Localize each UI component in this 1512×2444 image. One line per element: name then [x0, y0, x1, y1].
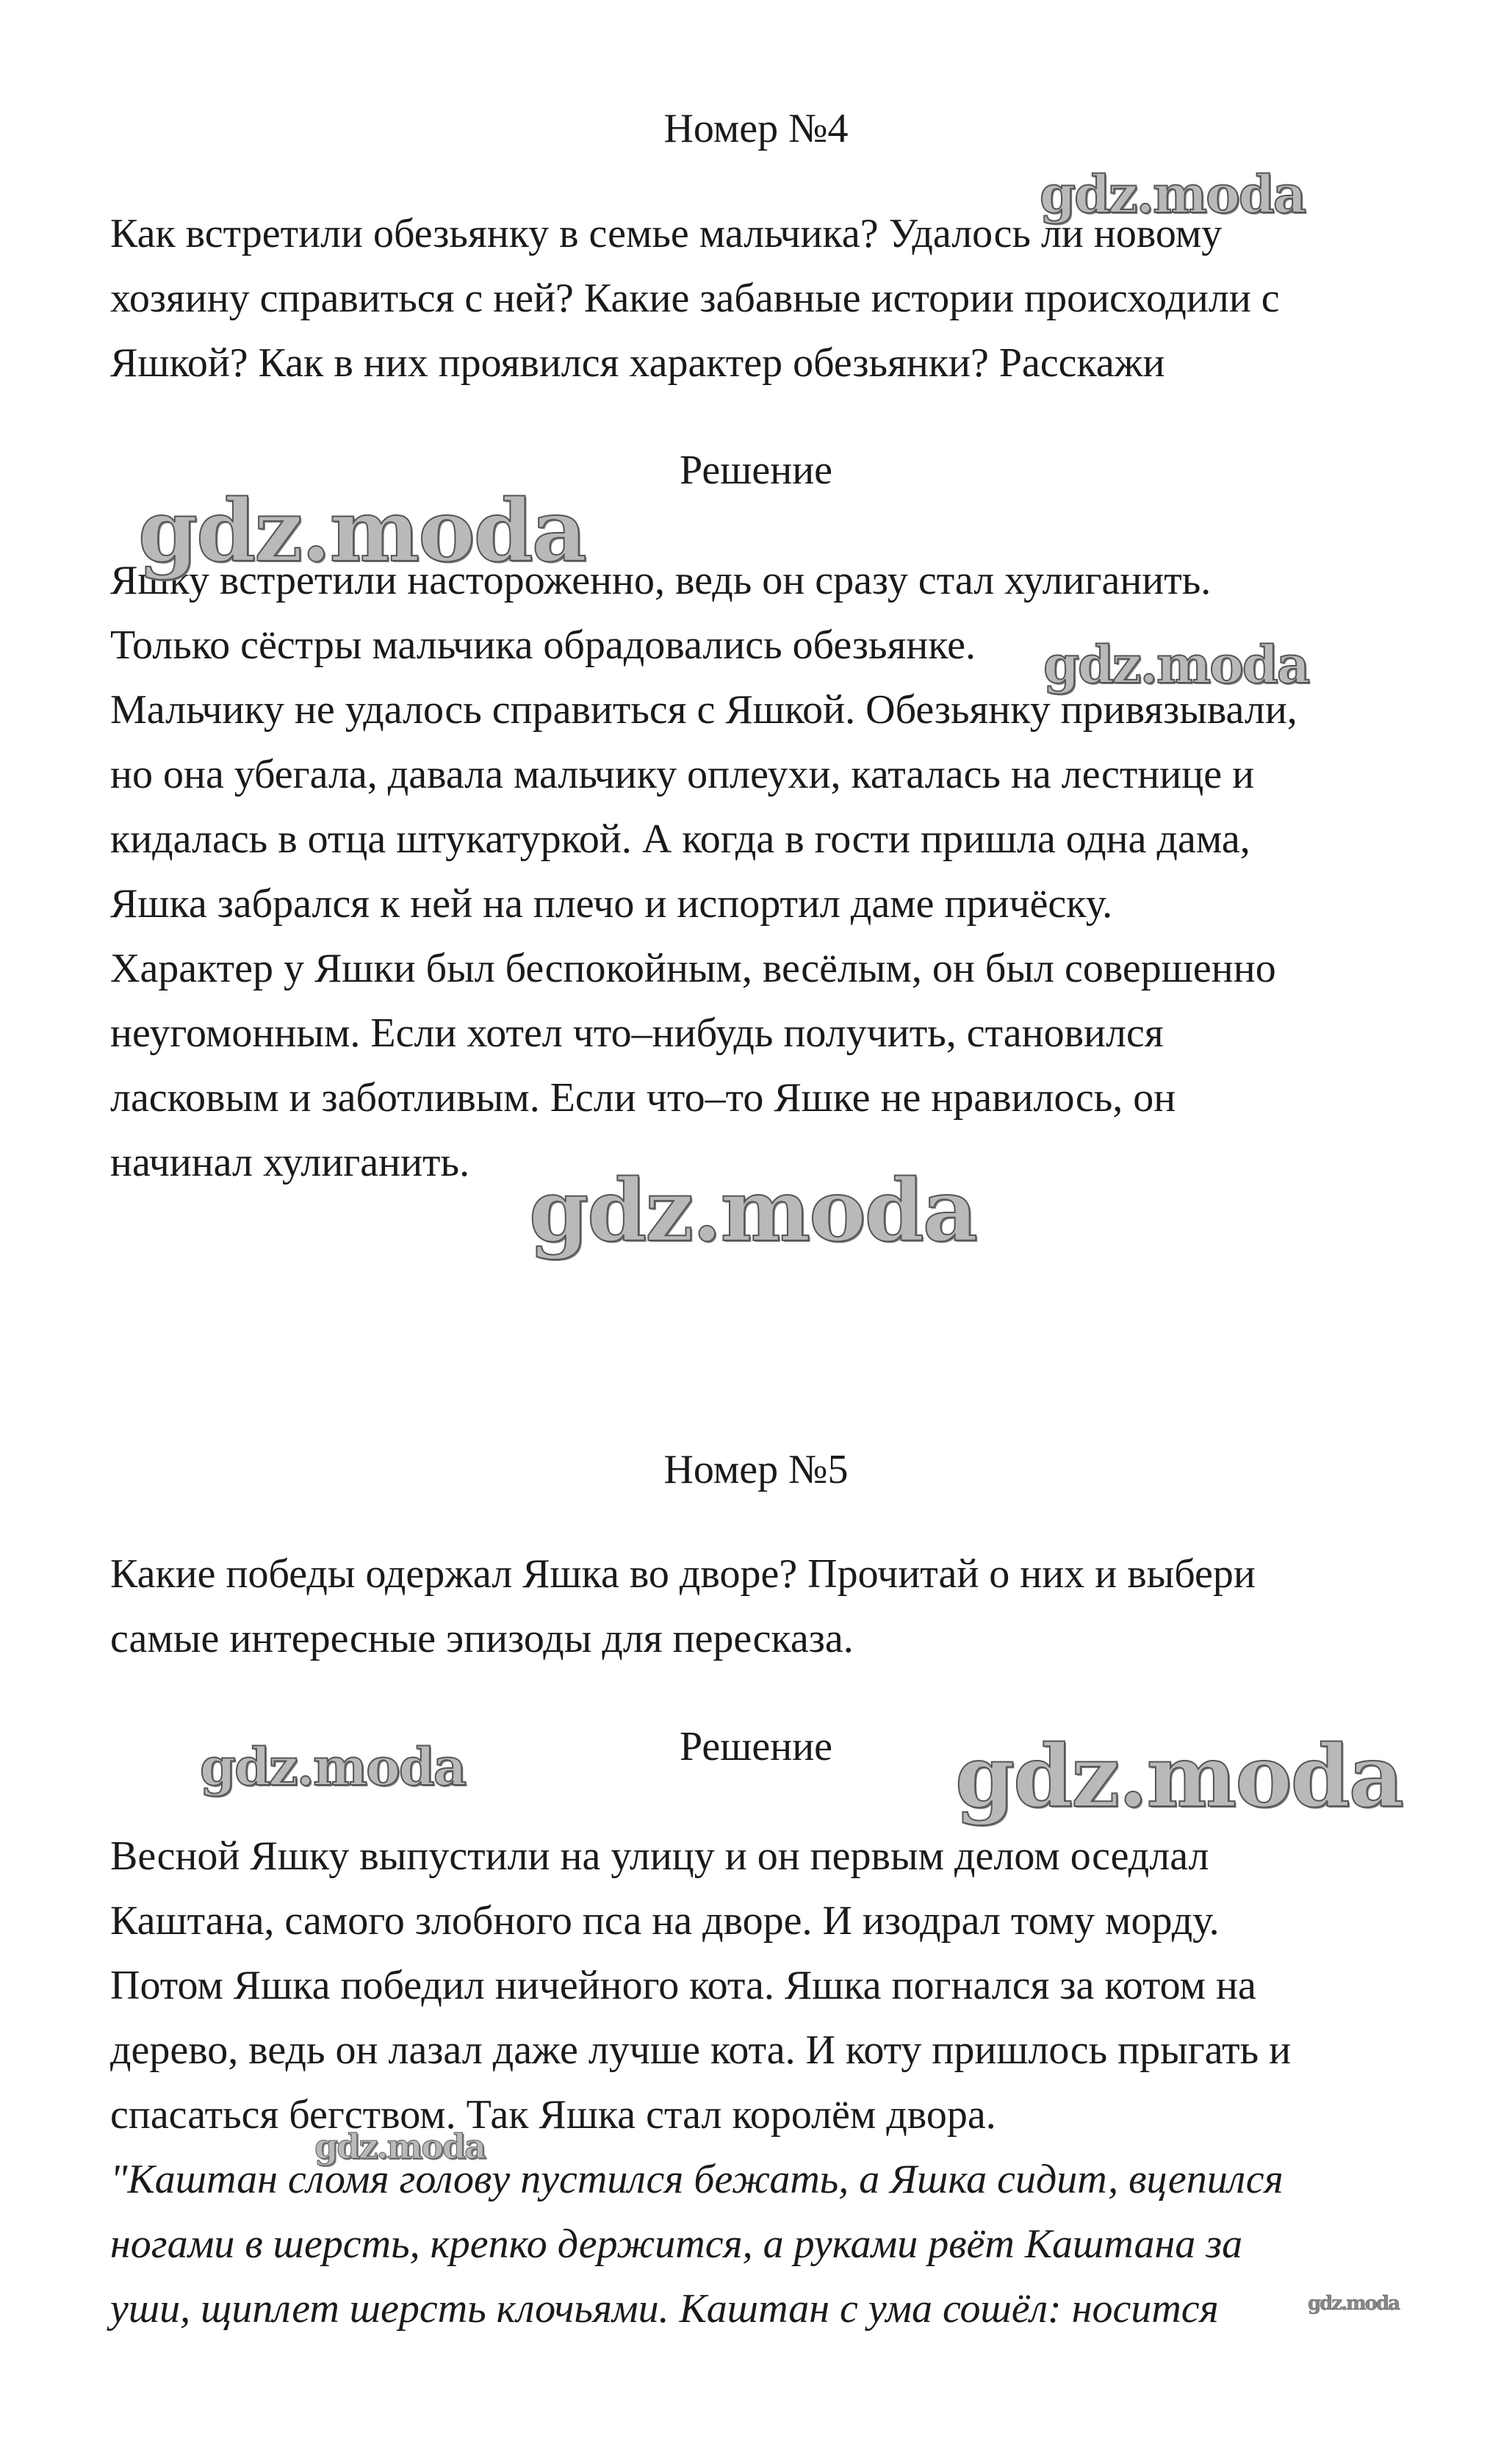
- task5-question: [110, 1542, 1447, 1671]
- task5-quote-line: уши, щиплет шерсть клочьями. Каштан с ума сошёл: носится: [110, 2286, 1219, 2332]
- watermark: gdz.moda: [955, 1727, 1403, 1827]
- task5-solution-label: Решение: [679, 1724, 833, 1769]
- task4-answer-line: кидалась в отца штукатуркой. А когда в гости пришла одна дама,: [110, 816, 1250, 862]
- task5-answer: [110, 1824, 1447, 2147]
- task5-answer-line: Потом Яшка победил ничейного кота. Яшка погнался за котом на: [110, 1963, 1256, 2008]
- task4-answer-line: Мальчику не удалось справиться с Яшкой. Обезьянку привязывали,: [110, 687, 1297, 733]
- task4-answer-line: Характер у Яшки был беспокойным, весёлым, он был совершенно: [110, 946, 1276, 991]
- watermark: gdz.moda: [1308, 2293, 1400, 2315]
- task4-answer-line: но она убегала, давала мальчику оплеухи, каталась на лестнице и: [110, 752, 1255, 797]
- task5-quote-line: "Каштан сломя голову пустился бежать, а Яшка сидит, вцепился: [110, 2157, 1284, 2202]
- task4-heading: Номер №4: [663, 106, 849, 151]
- task5-answer-line: дерево, ведь он лазал даже лучше кота. И коту пришлось прыгать и: [110, 2027, 1292, 2073]
- task5-question-line: самые интересные эпизоды для пересказа.: [110, 1616, 854, 1661]
- task4-answer-line: неугомонным. Если хотел что–нибудь получить, становился: [110, 1010, 1164, 1056]
- task4-question-line: Яшкой? Как в них проявился характер обезьянки? Расскажи: [110, 340, 1165, 386]
- task4-answer-line: начинал хулиганить.: [110, 1140, 470, 1185]
- task4-question: [110, 201, 1447, 395]
- watermark: gdz.moda: [314, 2127, 485, 2166]
- watermark: gdz.moda: [529, 1161, 976, 1261]
- watermark: gdz.moda: [138, 481, 586, 581]
- watermark: gdz.moda: [1043, 634, 1309, 695]
- task4-answer-line: Только сёстры мальчика обрадовались обезьянке.: [110, 622, 976, 668]
- task4-answer-line: ласковым и заботливым. Если что–то Яшке не нравилось, он: [110, 1075, 1176, 1121]
- task5-answer-line: Каштана, самого злобного пса на дворе. И изодрал тому морду.: [110, 1898, 1220, 1944]
- task5-quote-line: ногами в шерсть, крепко держится, а руками рвёт Каштана за: [110, 2221, 1243, 2267]
- watermark: gdz.moda: [1040, 164, 1306, 225]
- watermark: gdz.moda: [200, 1736, 466, 1797]
- task4-question-line: Как встретили обезьянку в семье мальчика? Удалось ли новому: [110, 211, 1223, 256]
- task5-question-line: Какие победы одержал Яшка во дворе? Прочитай о них и выбери: [110, 1551, 1256, 1597]
- task4-solution-label: Решение: [679, 448, 833, 493]
- task5-heading: Номер №5: [663, 1447, 849, 1492]
- task5-quote: [110, 2147, 1447, 2341]
- task4-question-line: хозяину справиться с ней? Какие забавные истории происходили с: [110, 276, 1280, 321]
- task5-answer-line: спасаться бегством. Так Яшка стал королём двора.: [110, 2092, 996, 2138]
- task4-answer-line: Яшку встретили настороженно, ведь он сразу стал хулиганить.: [110, 558, 1212, 603]
- task4-answer-line: Яшка забрался к ней на плечо и испортил даме причёску.: [110, 881, 1113, 927]
- task5-answer-line: Весной Яшку выпустили на улицу и он первым делом оседлал: [110, 1833, 1209, 1879]
